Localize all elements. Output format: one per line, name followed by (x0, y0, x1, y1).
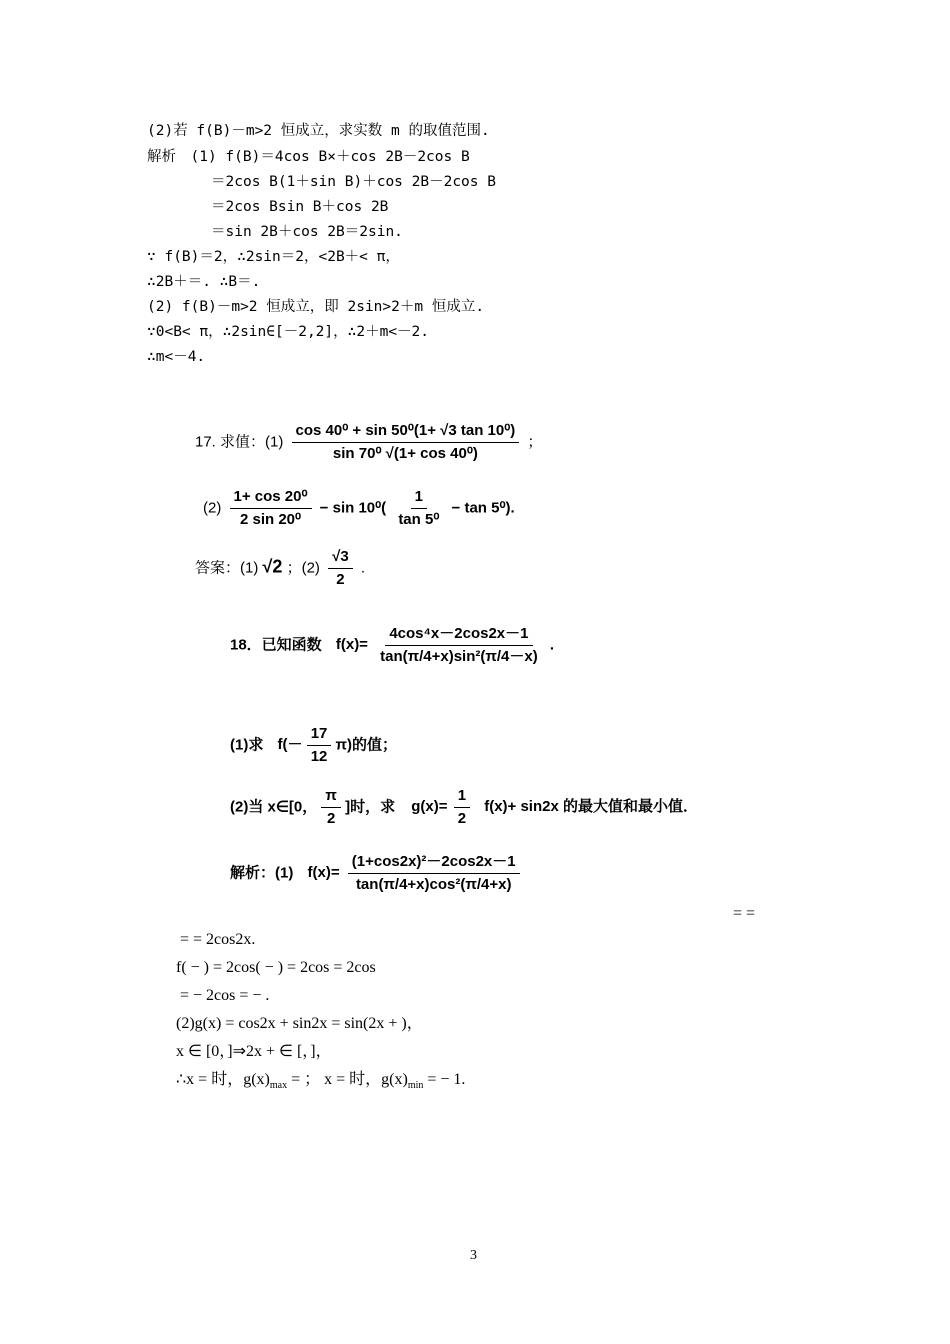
q17-answer-sep: ；(2) (286, 559, 320, 577)
q17-label: 17. 求值：(1) (195, 433, 284, 451)
q17-part2-inner-denominator: tan 5⁰ (398, 511, 440, 528)
q18-step-2: f( − ) = 2cos( − ) = 2cos = 2cos (176, 959, 376, 976)
solution-line-4: ＝2cos Bsin B＋cos 2B (211, 199, 389, 215)
q18-part2-half-denominator: 2 (457, 810, 467, 827)
q17-part1-fraction (292, 422, 520, 463)
q17-answer-end: . (360, 559, 366, 577)
q18-part2-end: f(x)+ sin2x 的最大值和最小值． (484, 798, 698, 816)
q18-step-5: x ∈ [0，]⇒2x + ∈ [，]， (176, 1043, 332, 1060)
q18-solution-denominator: tan(π/4+x)cos²(π/4+x) (355, 876, 512, 893)
q17-part1-end: ； (527, 433, 543, 451)
q18-solution-header (230, 853, 524, 894)
solution-line-9: ∵0<B< π，∴2sin∈[－2,2]，∴2＋m<－2. (147, 324, 430, 340)
q17-part2-inner-fraction (394, 488, 443, 529)
question-17 (195, 422, 542, 463)
q18-part2-middle: ]时，求 (345, 798, 396, 816)
solution-line-10: ∴m<－4. (147, 349, 206, 365)
q18-part2-label: (2)当 x∈[0， (230, 798, 318, 816)
q18-label: 18．已知函数 (230, 636, 322, 654)
q18-part2-fraction (321, 787, 340, 828)
q18-step-1: = = 2cos2x. (180, 931, 256, 948)
q17-answer-2-fraction (328, 548, 353, 589)
solution-line-6: ∵ f(B)＝2，∴2sin＝2，<2B＋< π， (147, 249, 400, 265)
q17-part2-numerator: 1+ cos 20⁰ (230, 488, 312, 509)
q17-answer-2-numerator: √3 (328, 548, 353, 569)
q17-answer-2-denominator: 2 (336, 571, 345, 588)
q18-part2 (230, 787, 698, 828)
q17-part1-numerator: cos 40⁰ + sin 50⁰(1+ √3 tan 10⁰) (292, 422, 520, 443)
question-18 (230, 625, 554, 666)
q18-f-fraction (376, 625, 542, 666)
solution-line-1: (2)若 f(B)－m>2 恒成立，求实数 m 的取值范围. (147, 123, 490, 139)
q18-step-6-a: ∴x = 时，g(x) (176, 1071, 270, 1088)
q18-f-end: . (549, 636, 555, 654)
q18-solution-right-equals: = = (733, 905, 756, 922)
q18-step-6-max: max (269, 1080, 288, 1092)
q18-part2-half-fraction (454, 787, 470, 828)
solution-line-5: ＝sin 2B＋cos 2B＝2sin. (211, 224, 403, 240)
q18-part2-g: g(x)= (411, 798, 448, 816)
q18-solution-numerator: (1+cos2x)²－2cos2x－1 (348, 853, 520, 874)
q17-answer-1: √2 (262, 556, 283, 577)
q18-step-6 (176, 1071, 465, 1095)
q18-part1-post: π)的值； (335, 736, 398, 754)
q18-part1-numerator: 17 (307, 725, 332, 746)
q17-part2-label: (2) (203, 499, 222, 517)
q17-part1-denominator: sin 70⁰ √(1+ cos 40⁰) (332, 445, 478, 462)
q18-part1-label: (1)求 (230, 736, 264, 754)
solution-line-3: ＝2cos B(1＋sin B)＋cos 2B－2cos B (211, 174, 496, 190)
q18-step-6-b: = ； x = 时，g(x) (287, 1071, 408, 1088)
q18-f-numerator: 4cos⁴x－2cos2x－1 (385, 625, 532, 646)
q18-part1-fraction (307, 725, 332, 766)
q17-part2-middle: − sin 10⁰( (319, 499, 387, 517)
q17-part2-denominator: 2 sin 20⁰ (239, 511, 302, 528)
q18-solution-fraction (348, 853, 520, 894)
q18-step-3: = − 2cos = − . (180, 987, 270, 1004)
q17-answer-label: 答案：(1) (195, 559, 259, 577)
solution-line-8: (2) f(B)－m>2 恒成立，即 2sin>2＋m 恒成立. (147, 299, 485, 315)
question-17-part2 (203, 488, 515, 529)
q18-part2-half-numerator: 1 (454, 787, 470, 808)
q18-solution-lhs: f(x)= (307, 864, 340, 882)
q17-part2-inner-numerator: 1 (411, 488, 427, 509)
solution-line-7: ∴2B＋＝. ∴B＝. (147, 274, 261, 290)
q18-step-6-min: min (407, 1080, 424, 1092)
q17-part2-end: − tan 5⁰). (451, 499, 515, 517)
q18-solution-label: 解析：(1) (230, 864, 294, 882)
q18-f-denominator: tan(π/4+x)sin²(π/4－x) (380, 648, 538, 665)
q18-part2-denominator: 2 (326, 810, 336, 827)
q18-part2-numerator: π (321, 787, 340, 808)
q17-part2-fraction (230, 488, 312, 529)
solution-line-2: 解析 (1) f(B)＝4cos B×＋cos 2B－2cos B (147, 149, 470, 165)
page-number: 3 (470, 1248, 477, 1263)
q18-step-6-c: = − 1. (423, 1071, 466, 1088)
q17-answer (195, 548, 365, 589)
q18-part1-denominator: 12 (310, 748, 328, 765)
q18-part1-pre: f(－ (277, 736, 303, 754)
q18-f-lhs: f(x)= (335, 636, 368, 654)
q18-step-4: (2)g(x) = cos2x + sin2x = sin(2x + )， (176, 1015, 423, 1032)
q18-part1 (230, 725, 397, 766)
